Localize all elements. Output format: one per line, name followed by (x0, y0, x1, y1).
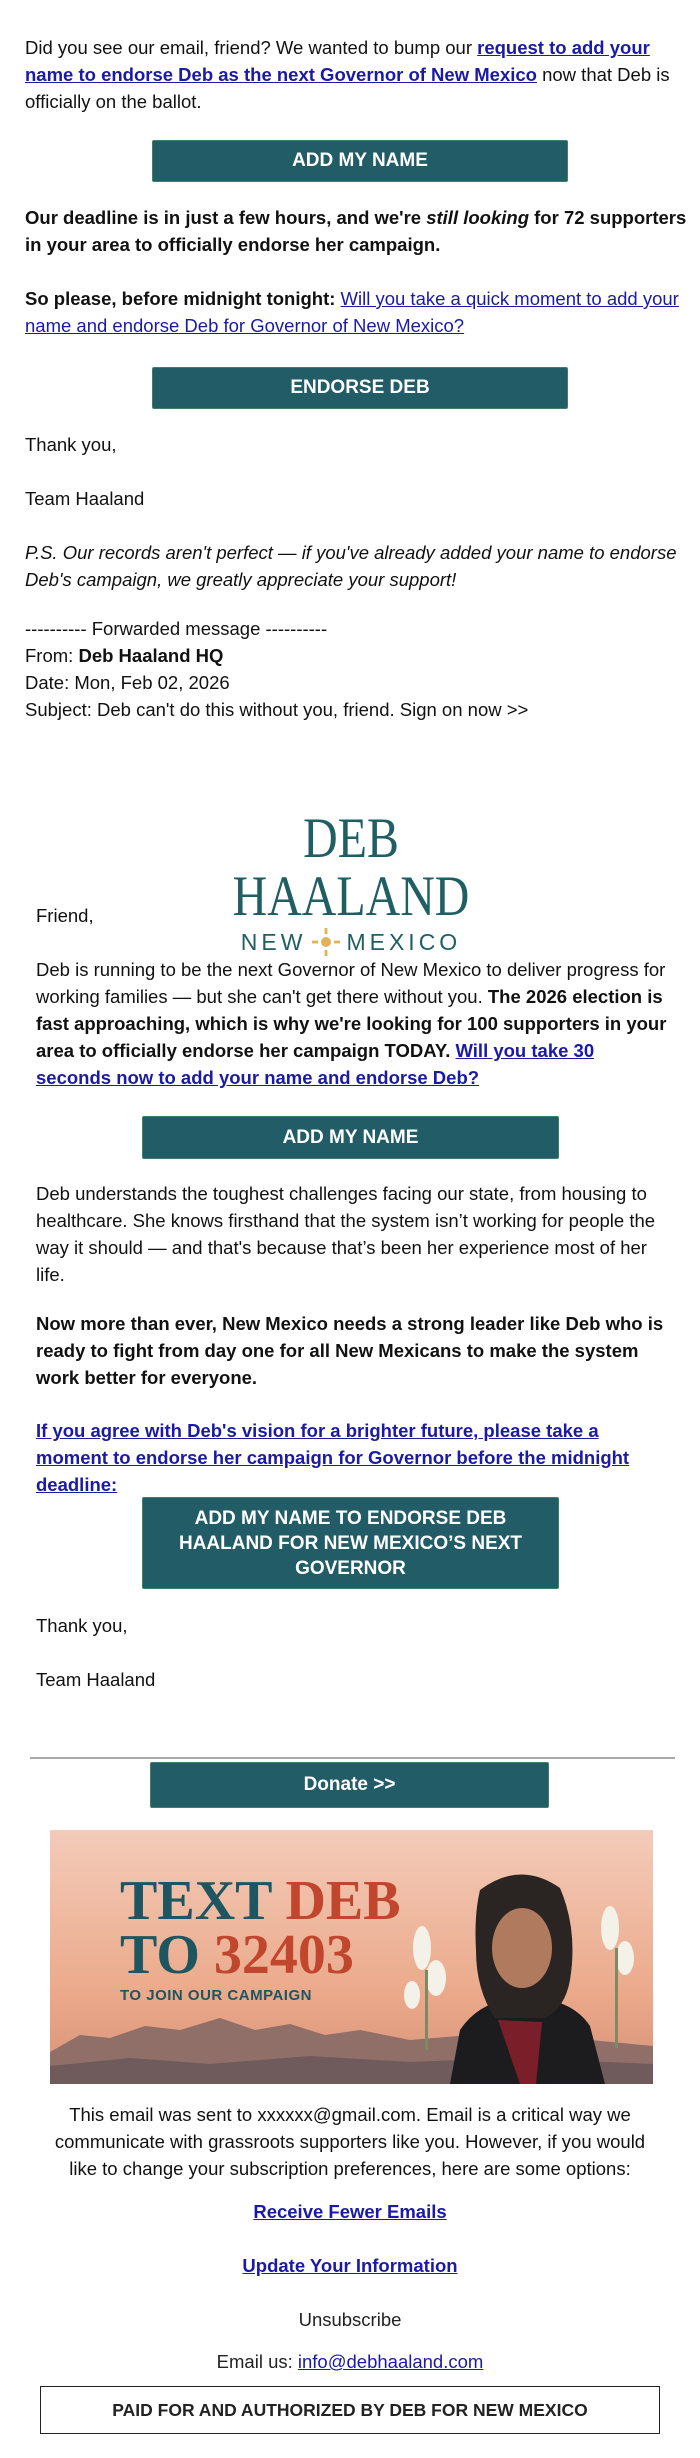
endorse-deb-button[interactable]: ENDORSE DEB (152, 367, 568, 409)
receive-fewer-emails-link[interactable]: Receive Fewer Emails (253, 2201, 447, 2222)
body-paragraph-2: Deb understands the toughest challenges facing our state, from housing to healthcare. She knows firsthand that the system isn’t working for people the way it should — and that's because that’s been her experience most of her life. (36, 1183, 656, 1285)
contact-email-link[interactable]: info@debhaaland.com (297, 2351, 484, 2372)
deb-haaland-logo: DEB HAALAND NEW MEXICO (232, 807, 470, 955)
endorse-30-seconds-link[interactable]: Will you take 30 seconds now to add your name and endorse Deb? (36, 1040, 595, 1088)
body-paragraph-4 (36, 1417, 668, 1498)
paid-for-disclaimer: PAID FOR AND AUTHORIZED BY DEB FOR NEW MEXICO (40, 2386, 660, 2434)
forwarded-header (25, 615, 697, 723)
add-my-name-button-2[interactable]: ADD MY NAME (142, 1116, 559, 1159)
zia-sun-icon (312, 928, 340, 956)
body-paragraph-1: Deb is running to be the next Governor of New Mexico to deliver progress for working families — but she can't get there without you. The 2026 election is fast approaching, which is why we're looking for 100 supporters in your area to officially endorse her campaign TODAY. Will you take 30 seconds now to add your name and endorse Deb? (36, 959, 667, 1088)
thank-you-text: Thank you, (25, 434, 117, 455)
forward-from: From: Deb Haaland HQ (25, 645, 224, 666)
email-us-line: Email us: info@debhaaland.com (216, 2351, 484, 2372)
update-information-link[interactable]: Update Your Information (242, 2255, 458, 2276)
signature-text-2: Team Haaland (36, 1669, 156, 1690)
forward-subject: Subject: Deb can't do this without you, friend. Sign on now >> (25, 699, 529, 720)
forward-date: Date: Mon, Feb 02, 2026 (25, 672, 230, 693)
add-my-name-button[interactable]: ADD MY NAME (152, 140, 568, 182)
intro-paragraph: Did you see our email, friend? We wanted to bump our request to add your name to endorse Deb as the next Governor of New Mexico now that Deb is officially on the ballot. (25, 37, 670, 112)
add-name-endorse-governor-button[interactable]: ADD MY NAME TO ENDORSE DEB HAALAND FOR NEW MEXICO’S NEXT GOVERNOR (142, 1497, 559, 1589)
endorse-deb-link[interactable]: Will you take a quick moment to add your name and endorse Deb for Governor of New Mexico? (25, 288, 679, 336)
deadline-paragraph: Our deadline is in just a few hours, and we're still looking for 72 supporters in your area to officially endorse her campaign. (25, 207, 687, 255)
thank-you-text-2: Thank you, (36, 1615, 128, 1636)
text-deb-banner[interactable]: TEXT DEB TO 32403 TO JOIN OUR CAMPAIGN (50, 1830, 653, 2084)
request-endorse-link[interactable]: request to add your name to endorse Deb as the next Governor of New Mexico (25, 37, 650, 85)
agree-vision-link[interactable]: If you agree with Deb's vision for a brighter future, please take a moment to endorse her campaign for Governor before the midnight deadline: (36, 1420, 630, 1495)
donate-button[interactable]: Donate >> (150, 1762, 549, 1808)
unsubscribe-link[interactable]: Unsubscribe (298, 2309, 402, 2330)
subscription-notice: This email was sent to xxxxxx@gmail.com. Email is a critical way we communicate with grassroots supporters like you. However, if you would like to change your subscription preferences, here are some options: (54, 2104, 646, 2179)
signature-text: Team Haaland (25, 488, 145, 509)
ps-text: P.S. Our records aren't perfect — if you've already added your name to endorse Deb's campaign, we greatly appreciate your support! (25, 542, 677, 590)
body-paragraph-3: Now more than ever, New Mexico needs a strong leader like Deb who is ready to fight from day one for all New Mexicans to make the system work better for everyone. (36, 1313, 664, 1388)
greeting-text: Friend, (36, 905, 94, 926)
forward-divider: ---------- Forwarded message ---------- (25, 618, 328, 639)
section-divider (30, 1757, 675, 1759)
please-paragraph: So please, before midnight tonight: Will you take a quick moment to add your name and endorse Deb for Governor of New Mexico? (25, 288, 679, 336)
